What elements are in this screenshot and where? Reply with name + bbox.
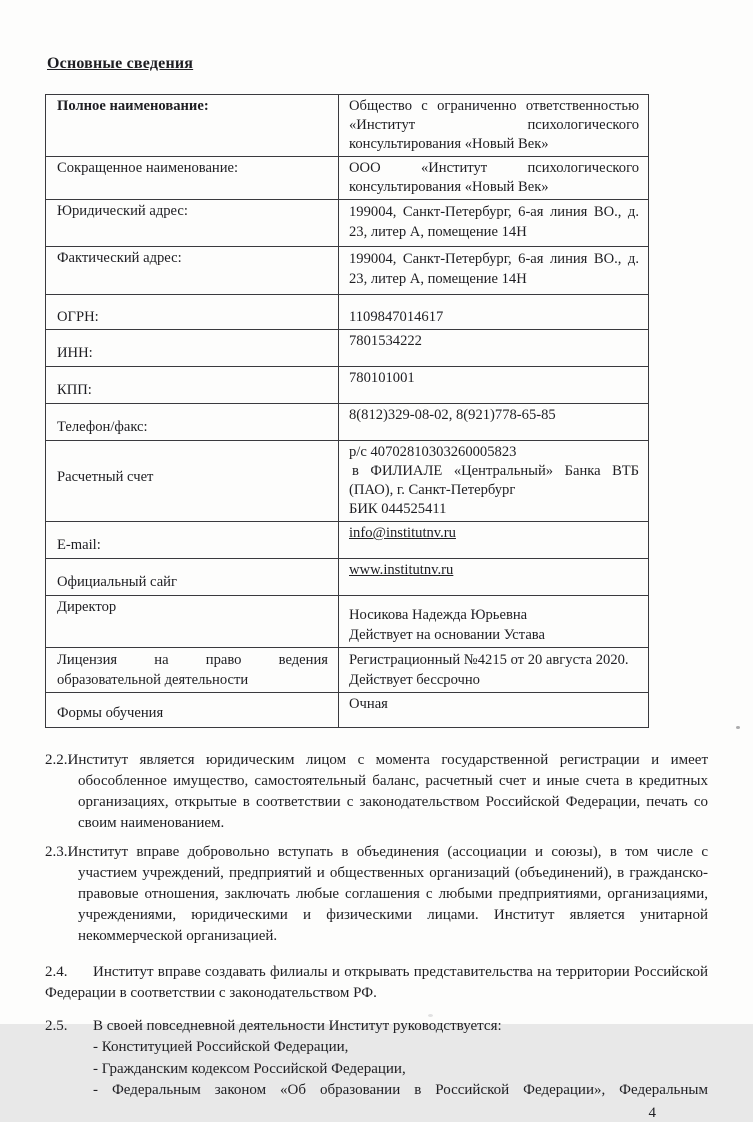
row-label — [46, 693, 339, 727]
value-line: (ПАО), г. Санкт-Петербург — [349, 482, 516, 498]
page-number: 4 — [648, 1104, 656, 1121]
label-text: Полное наименование: — [57, 98, 209, 114]
table-row-actual-address — [46, 246, 648, 294]
label-text: Директор — [57, 599, 117, 615]
label-text: Юридический адрес: — [57, 203, 188, 219]
value-line: Регистрационный №4215 от 20 августа 2020. — [349, 652, 629, 668]
row-label — [46, 247, 339, 294]
label-text: ОГРН: — [57, 309, 99, 325]
paragraph-2-4 — [45, 962, 708, 1004]
label-line: Лицензия на право ведения — [57, 652, 328, 668]
table-row-director — [46, 595, 648, 647]
table-row-education-forms — [46, 692, 648, 727]
table-row-short-name — [46, 156, 648, 199]
value-line: «Институт психологического — [349, 117, 639, 133]
row-value — [339, 404, 648, 440]
row-label — [46, 404, 339, 440]
row-value — [339, 596, 648, 647]
row-value — [339, 200, 648, 246]
paragraph-number: 2.3. — [45, 844, 68, 860]
value-line: в ФИЛИАЛЕ «Центральный» Банка ВТБ — [352, 463, 639, 479]
value-line: Очная — [349, 696, 388, 712]
row-value — [339, 330, 648, 366]
paragraph-2-2 — [45, 750, 708, 834]
paragraph-text: Институт вправе создавать филиалы и открывать представительства на территории Российской Федерации в соответствии с законодательством РФ. — [45, 964, 708, 1001]
table-row-legal-address — [46, 199, 648, 246]
value-line: 199004, Санкт-Петербург, 6-ая линия ВО., д. — [349, 251, 639, 267]
row-label — [46, 441, 339, 521]
row-label — [46, 522, 339, 558]
row-value — [339, 367, 648, 403]
table-row-email — [46, 521, 648, 558]
label-text: Официальный сайг — [57, 574, 177, 590]
row-value — [339, 247, 648, 294]
row-value — [339, 648, 648, 692]
value-line: 1109847014617 — [349, 309, 444, 325]
paragraph-number: 2.5. — [45, 1018, 68, 1034]
label-text: E-mail: — [57, 537, 101, 553]
value-line: 7801534222 — [349, 333, 422, 349]
paragraph-2-3 — [45, 842, 708, 947]
label-line: образовательной деятельности — [57, 672, 249, 688]
paragraph-text: Институт вправе добровольно вступать в объединения (ассоциации и союзы), в том числе с участием учреждений, предприятий и общественных организаций (объединений), в гражданско-правовые отношения, заключать любые соглашения с любыми предприятиями, организациями, учреждениями, юридическими и физическими лицами. Институт является унитарной некоммерческой организацией. — [67, 844, 708, 944]
row-label — [46, 200, 339, 246]
paragraph-2-5 — [45, 1016, 708, 1037]
row-label — [46, 330, 339, 366]
label-text: Телефон/факс: — [57, 419, 148, 435]
value-line: БИК 044525411 — [349, 501, 447, 517]
row-value — [339, 295, 648, 329]
row-value — [339, 157, 648, 199]
row-label — [46, 648, 339, 692]
list-item: - Федеральным законом «Об образовании в Российской Федерации», Федеральным — [93, 1082, 708, 1098]
label-text: ИНН: — [57, 345, 93, 361]
row-label — [46, 95, 339, 156]
value-line: 199004, Санкт-Петербург, 6-ая линия ВО., д. — [349, 204, 639, 220]
value-line: 23, литер А, помещение 14Н — [349, 271, 527, 287]
label-text: Сокращенное наименование: — [57, 160, 239, 176]
value-line: 8(812)329-08-02, 8(921)778-65-85 — [349, 407, 556, 423]
table-row-full-name — [46, 95, 648, 156]
value-line: Действует на основании Устава — [349, 627, 545, 643]
row-label — [46, 596, 339, 647]
label-text: Фактический адрес: — [57, 250, 182, 266]
list-item: - Гражданским кодексом Российской Федерации, — [93, 1060, 406, 1077]
row-label — [46, 559, 339, 595]
row-value — [339, 559, 648, 595]
label-text: Расчетный счет — [57, 469, 154, 485]
value-line: р/с 40702810303260005823 — [349, 444, 517, 460]
paragraph-text: В своей повседневной деятельности Институт руководствуется: — [93, 1018, 502, 1034]
email-link: info@institutnv.ru — [349, 525, 456, 541]
value-line: Общество с ограниченно ответственностью — [349, 98, 639, 114]
paragraph-number: 2.4. — [45, 964, 68, 980]
value-line: 780101001 — [349, 370, 415, 386]
list-item: - Конституцией Российской Федерации, — [93, 1039, 349, 1055]
row-label — [46, 295, 339, 329]
info-table — [45, 94, 649, 728]
section-heading: Основные сведения — [47, 55, 194, 72]
row-value — [339, 693, 648, 727]
value-line: Носикова Надежда Юрьевна — [349, 607, 528, 623]
website-link: www.institutnv.ru — [349, 562, 454, 578]
value-line: 23, литер А, помещение 14Н — [349, 224, 527, 240]
table-row-website — [46, 558, 648, 595]
table-row-ogrn — [46, 294, 648, 329]
paragraph-number: 2.2. — [45, 752, 68, 768]
table-row-inn — [46, 329, 648, 366]
table-row-phone-fax — [46, 403, 648, 440]
row-value — [339, 95, 648, 156]
scan-artifact — [428, 1014, 433, 1017]
value-line: Действует бессрочно — [349, 672, 480, 688]
body-text — [45, 750, 708, 1122]
label-text: КПП: — [57, 382, 92, 398]
table-row-kpp — [46, 366, 648, 403]
value-line: ООО «Институт психологического — [349, 160, 639, 176]
value-line: консультирования «Новый Век» — [349, 179, 549, 195]
scan-artifact — [736, 726, 740, 729]
row-label — [46, 367, 339, 403]
row-label — [46, 157, 339, 199]
table-row-bank-account — [46, 440, 648, 521]
paragraph-text: Институт является юридическим лицом с момента государственной регистрации и имеет обособленное имущество, самостоятельный баланс, расчетный счет и иные счета в кредитных организациях, открытые в соответствии с законодательством Российской Федерации, печать со своим наименованием. — [67, 752, 708, 831]
row-value — [339, 522, 648, 558]
row-value — [339, 441, 648, 521]
label-text: Формы обучения — [57, 705, 164, 721]
table-row-license — [46, 647, 648, 692]
value-line: консультирования «Новый Век» — [349, 136, 549, 152]
